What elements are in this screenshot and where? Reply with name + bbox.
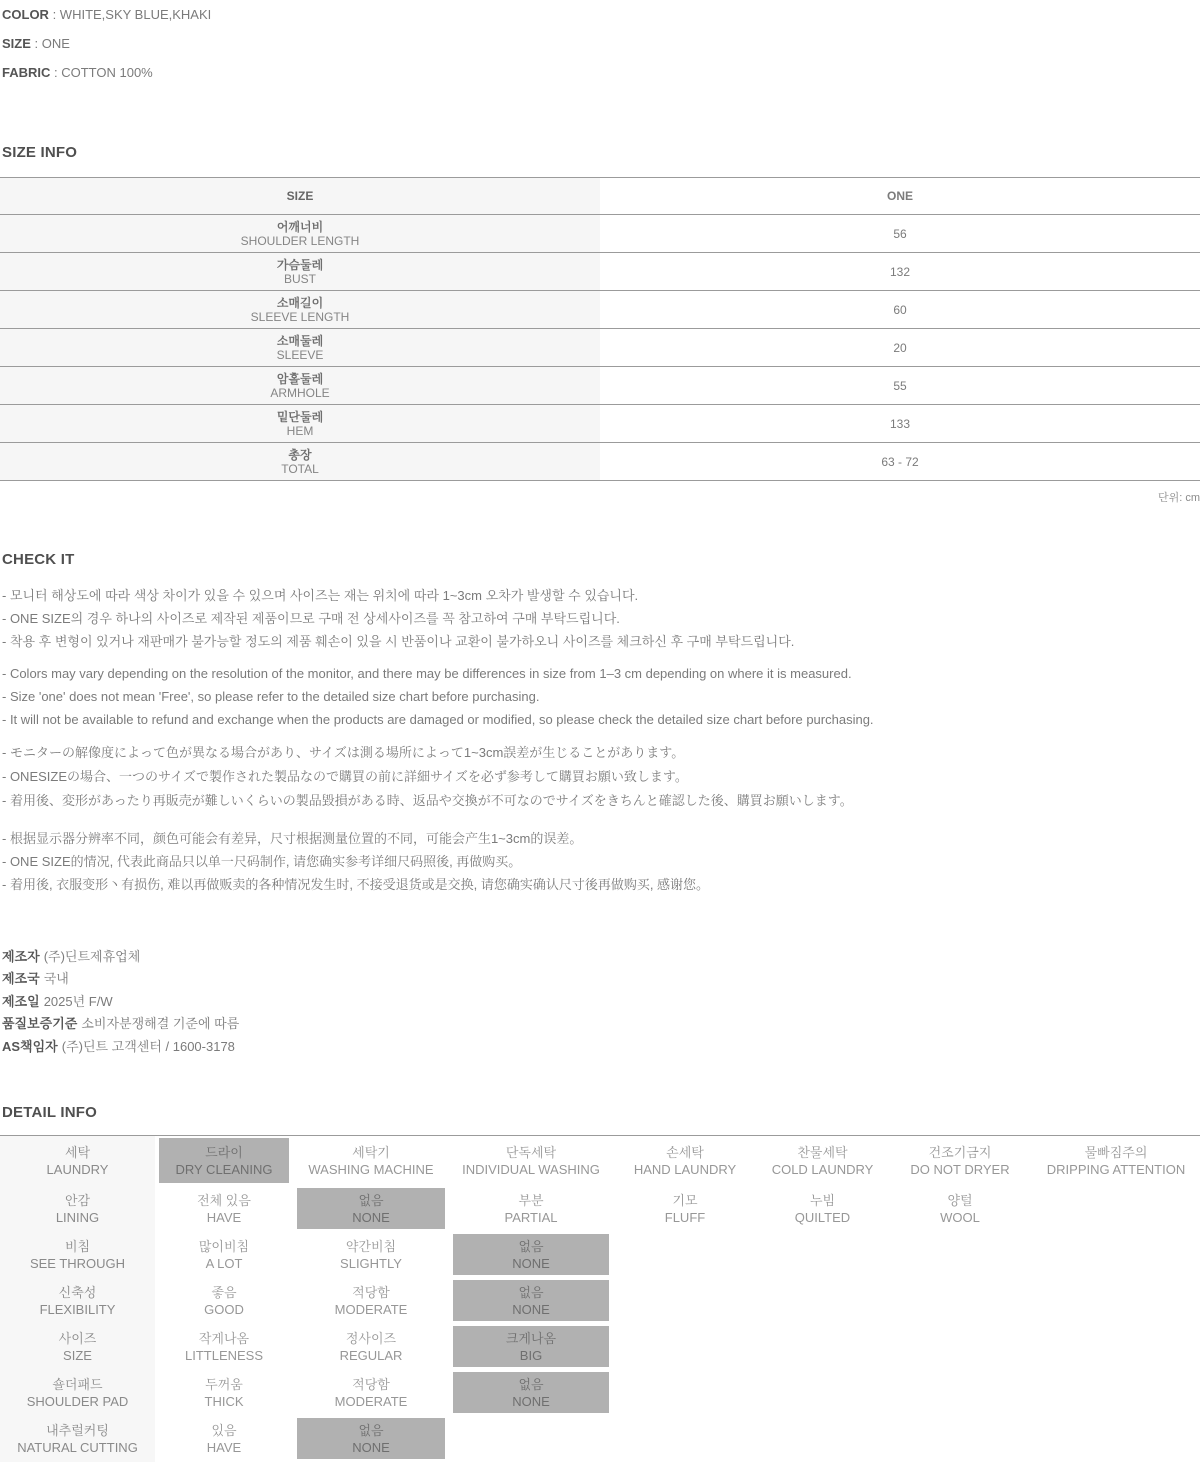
care-attribute-label-en: NATURAL CUTTING xyxy=(17,1440,138,1455)
care-option-cell xyxy=(293,1136,449,1186)
care-option-fill xyxy=(892,1138,1028,1183)
size-measure-name-en: SLEEVE xyxy=(276,347,324,362)
care-option-ko: 작게나옴 xyxy=(198,1330,250,1346)
care-option-cell xyxy=(293,1278,449,1324)
care-attribute-label-cell xyxy=(0,1370,155,1416)
size-measure-value: 20 xyxy=(600,329,1200,367)
check-it-line: - ONE SIZE의 경우 하나의 사이즈로 제작된 제품이므로 구매 전 상세사이즈를 꼭 참고하여 구매 부탁드립니다. xyxy=(2,611,620,626)
care-option-cell xyxy=(449,1324,613,1370)
care-option-ko: 적당함 xyxy=(352,1284,390,1300)
care-option-en: SLIGHTLY xyxy=(340,1255,402,1271)
care-option-cell-empty xyxy=(613,1416,757,1462)
care-option-fill xyxy=(297,1234,445,1275)
size-measure-value: 56 xyxy=(600,215,1200,253)
size-measure-name-ko: 밑단둘레 xyxy=(276,409,324,424)
care-option-cell xyxy=(155,1416,293,1462)
check-it-line: - 착용 후 변형이 있거나 재판매가 불가능할 정도의 제품 훼손이 있을 시 반품이나 교환이 불가하오니 사이즈를 체크하신 후 구매 부탁드립니다. xyxy=(2,634,795,649)
size-measure-name-ko: 소매길이 xyxy=(276,295,324,310)
care-attribute-label-ko: 내추럴커팅 xyxy=(46,1423,109,1438)
care-option-cell-empty xyxy=(757,1370,888,1416)
care-attribute-label-cell xyxy=(0,1278,155,1324)
product-attribute-row xyxy=(2,58,211,87)
check-it-block-chinese xyxy=(2,827,709,896)
care-option-cell-empty xyxy=(613,1370,757,1416)
care-attribute-label-ko: 안감 xyxy=(64,1193,91,1208)
care-option-cell-empty xyxy=(888,1416,1032,1462)
care-attribute-label-cell xyxy=(0,1136,155,1186)
care-option-en: A LOT xyxy=(205,1255,243,1271)
size-measure-name-ko: 암홀둘레 xyxy=(276,371,324,386)
care-option-cell-empty xyxy=(1032,1324,1200,1370)
size-table-header-value: ONE xyxy=(600,178,1200,215)
care-option-en: FLUFF xyxy=(664,1209,706,1225)
attribute-separator: : xyxy=(30,36,42,51)
size-measure-name-ko: 총장 xyxy=(288,447,312,462)
care-attribute-label-cell xyxy=(0,1416,155,1462)
attribute-separator: : xyxy=(48,7,60,22)
care-option-cell-empty xyxy=(757,1416,888,1462)
attribute-value: WHITE,SKY BLUE,KHAKI xyxy=(59,7,212,22)
detail-info-heading: DETAIL INFO xyxy=(2,1104,97,1121)
care-option-ko: 부분 xyxy=(518,1192,544,1208)
size-measure-name-ko: 어깨너비 xyxy=(276,219,324,234)
care-option-fill xyxy=(297,1326,445,1367)
care-option-fill xyxy=(297,1280,445,1321)
care-option-fill-selected xyxy=(297,1188,445,1229)
size-table-row xyxy=(0,405,1200,443)
manufacturer-row xyxy=(2,946,239,968)
manufacturer-row xyxy=(2,991,239,1013)
care-option-ko: 물빠짐주의 xyxy=(1084,1144,1148,1160)
care-option-en: THICK xyxy=(204,1393,244,1409)
care-option-fill xyxy=(159,1372,289,1413)
check-it-block-japanese xyxy=(2,741,853,813)
care-option-cell xyxy=(155,1186,293,1232)
care-option-en: NONE xyxy=(512,1393,550,1409)
care-attribute-label-ko: 비침 xyxy=(64,1239,91,1254)
size-table-row xyxy=(0,329,1200,367)
size-measure-name-en: HEM xyxy=(286,423,314,438)
attribute-separator: : xyxy=(50,65,62,80)
manufacturer-label: AS책임자 xyxy=(2,1038,58,1054)
size-measure-value: 55 xyxy=(600,367,1200,405)
manufacturer-value: (주)딘트 고객센터 / 1600-3178 xyxy=(61,1038,235,1054)
manufacturer-value: 소비자분쟁해결 기준에 따름 xyxy=(81,1016,240,1032)
size-measure-value: 133 xyxy=(600,405,1200,443)
manufacturer-label: 제조국 xyxy=(2,971,40,987)
care-option-cell xyxy=(155,1278,293,1324)
manufacturer-value: 국내 xyxy=(43,971,69,987)
care-attribute-label-en: LINING xyxy=(55,1210,100,1225)
care-option-en: PARTIAL xyxy=(504,1209,558,1225)
care-option-ko: 약간비침 xyxy=(345,1238,397,1254)
care-option-fill xyxy=(453,1138,609,1183)
care-option-cell xyxy=(613,1186,757,1232)
check-it-line: - 着用後, 衣服变形丶有损伤, 难以再做贩卖的各种情况发生时, 不接受退货或是交换, 请您确实确认尺寸後再做购买, 感谢您。 xyxy=(2,877,710,892)
care-option-en: HAVE xyxy=(206,1439,242,1455)
size-table-row xyxy=(0,443,1200,481)
care-option-cell-empty xyxy=(757,1232,888,1278)
care-option-cell xyxy=(293,1232,449,1278)
care-option-cell xyxy=(293,1186,449,1232)
care-option-fill-selected xyxy=(453,1372,609,1413)
care-option-fill xyxy=(159,1280,289,1321)
care-option-fill xyxy=(159,1188,289,1229)
care-attribute-label-ko: 세탁 xyxy=(64,1145,91,1160)
care-option-ko: 있음 xyxy=(211,1422,237,1438)
check-it-block-korean xyxy=(2,584,794,653)
care-attribute-row xyxy=(0,1278,1200,1324)
care-option-ko: 손세탁 xyxy=(666,1144,704,1160)
care-option-fill-selected xyxy=(453,1326,609,1367)
care-attribute-label-cell xyxy=(0,1186,155,1232)
care-option-ko: 없음 xyxy=(518,1284,544,1300)
care-option-en: QUILTED xyxy=(794,1209,851,1225)
unit-note: 단위: cm xyxy=(1157,492,1200,504)
care-option-cell xyxy=(613,1136,757,1186)
manufacturer-value: (주)딘트제휴업체 xyxy=(43,949,141,964)
care-option-fill xyxy=(297,1372,445,1413)
care-attribute-row xyxy=(0,1416,1200,1462)
care-option-en: INDIVIDUAL WASHING xyxy=(462,1161,600,1177)
care-option-en: REGULAR xyxy=(339,1347,403,1363)
care-option-fill-selected xyxy=(159,1138,289,1183)
care-attribute-row xyxy=(0,1324,1200,1370)
attribute-label: COLOR xyxy=(2,7,49,22)
care-option-cell-empty xyxy=(1032,1416,1200,1462)
care-attribute-row xyxy=(0,1186,1200,1232)
care-option-ko: 건조기금지 xyxy=(928,1144,992,1160)
product-attribute-row xyxy=(2,29,211,58)
check-it-line: - Size 'one' does not mean 'Free', so please refer to the detailed size chart before purchasing. xyxy=(2,689,540,704)
care-attribute-label-ko: 숄더패드 xyxy=(52,1377,103,1392)
care-option-en: WASHING MACHINE xyxy=(308,1161,434,1177)
size-measure-value: 60 xyxy=(600,291,1200,329)
care-option-cell xyxy=(155,1370,293,1416)
care-option-ko: 기모 xyxy=(672,1192,698,1208)
size-measure-name-ko: 가슴둘레 xyxy=(276,257,324,272)
care-option-ko: 없음 xyxy=(518,1376,544,1392)
care-option-cell-empty xyxy=(1032,1278,1200,1324)
care-option-ko: 세탁기 xyxy=(352,1144,390,1160)
care-option-en: LITTLENESS xyxy=(184,1347,264,1363)
care-option-cell-empty xyxy=(757,1278,888,1324)
detail-info-table xyxy=(0,1135,1200,1462)
care-option-cell-empty xyxy=(613,1278,757,1324)
product-summary xyxy=(2,0,211,87)
size-table xyxy=(0,177,1200,481)
care-option-cell-empty xyxy=(757,1324,888,1370)
size-measure-name-ko: 소매둘레 xyxy=(276,333,324,348)
care-option-cell-empty xyxy=(449,1416,613,1462)
care-option-ko: 전체 있음 xyxy=(197,1192,251,1208)
size-measure-cell xyxy=(0,443,600,481)
care-option-fill xyxy=(159,1326,289,1367)
care-option-cell xyxy=(155,1136,293,1186)
care-option-ko: 누빔 xyxy=(809,1192,836,1208)
size-measure-cell xyxy=(0,367,600,405)
care-option-cell xyxy=(293,1324,449,1370)
care-option-en: NONE xyxy=(512,1301,550,1317)
care-option-en: MODERATE xyxy=(334,1393,408,1409)
care-option-cell xyxy=(888,1136,1032,1186)
check-it-line: - It will not be available to refund and exchange when the products are damaged or modified, so please check the detailed size chart before purchasing. xyxy=(2,712,874,727)
care-option-ko: 없음 xyxy=(358,1192,384,1208)
care-option-en: NONE xyxy=(512,1255,550,1271)
size-table-row xyxy=(0,215,1200,253)
manufacturer-info xyxy=(2,946,239,1058)
care-option-cell-empty xyxy=(1032,1186,1200,1232)
care-option-ko: 많이비침 xyxy=(198,1238,250,1254)
care-option-cell-empty xyxy=(1032,1232,1200,1278)
care-attribute-label-en: LAUNDRY xyxy=(46,1162,109,1177)
care-option-ko: 없음 xyxy=(518,1238,544,1254)
care-option-en: COLD LAUNDRY xyxy=(771,1161,874,1177)
attribute-value: COTTON 100% xyxy=(61,65,153,80)
care-option-ko: 양털 xyxy=(947,1192,973,1208)
care-option-en: MODERATE xyxy=(334,1301,408,1317)
size-measure-cell xyxy=(0,253,600,291)
care-option-ko: 없음 xyxy=(358,1422,384,1438)
care-option-en: DO NOT DRYER xyxy=(910,1161,1010,1177)
size-table-row xyxy=(0,291,1200,329)
size-measure-cell xyxy=(0,215,600,253)
care-option-cell-empty xyxy=(1032,1370,1200,1416)
care-option-cell xyxy=(155,1324,293,1370)
care-option-fill xyxy=(453,1188,609,1229)
care-option-cell-empty xyxy=(613,1324,757,1370)
manufacturer-label: 품질보증기준 xyxy=(2,1016,78,1032)
care-option-cell-empty xyxy=(888,1278,1032,1324)
check-it-line: - 根据显示器分辨率不同，颜色可能会有差异，尺寸根据测量位置的不同，可能会产生1~3cm的误差。 xyxy=(2,831,583,846)
manufacturer-row xyxy=(2,968,239,990)
care-option-en: HAND LAUNDRY xyxy=(633,1161,737,1177)
care-option-en: HAVE xyxy=(206,1209,242,1225)
manufacturer-value: 2025년 F/W xyxy=(43,993,113,1009)
care-option-ko: 좋음 xyxy=(211,1284,237,1300)
care-option-cell xyxy=(1032,1136,1200,1186)
care-attribute-label-ko: 사이즈 xyxy=(58,1331,97,1346)
care-option-ko: 찬물세탁 xyxy=(797,1144,848,1160)
care-option-fill xyxy=(761,1138,884,1183)
care-option-ko: 단독세탁 xyxy=(505,1144,557,1160)
check-it-line: - Colors may vary depending on the resolution of the monitor, and there may be differences in size from 1–3 cm depending on where it is measured. xyxy=(2,666,852,681)
check-it-block-english xyxy=(2,662,874,731)
care-option-ko: 드라이 xyxy=(205,1144,243,1160)
size-measure-name-en: ARMHOLE xyxy=(270,385,330,400)
care-option-cell xyxy=(449,1232,613,1278)
care-option-fill-selected xyxy=(297,1418,445,1459)
care-option-fill xyxy=(159,1234,289,1275)
care-option-fill-selected xyxy=(453,1280,609,1321)
size-measure-value: 63 - 72 xyxy=(600,443,1200,481)
attribute-value: ONE xyxy=(41,36,70,51)
care-attribute-label-en: SIZE xyxy=(63,1348,92,1363)
care-option-cell xyxy=(757,1186,888,1232)
care-option-en: DRIPPING ATTENTION xyxy=(1046,1161,1186,1177)
size-measure-cell xyxy=(0,405,600,443)
care-option-cell-empty xyxy=(888,1232,1032,1278)
size-measure-cell xyxy=(0,329,600,367)
care-option-fill xyxy=(159,1418,289,1459)
check-it-line: - 着用後、変形があったり再販売が難しいくらいの製品毀損がある時、返品や交換が不可なのでサイズをきちんと確認した後、購買お願いします。 xyxy=(2,793,853,808)
size-table-header-row xyxy=(0,178,1200,215)
care-option-en: WOOL xyxy=(940,1209,980,1225)
care-option-ko: 크게나옴 xyxy=(505,1330,557,1346)
care-option-en: NONE xyxy=(352,1209,390,1225)
care-option-cell xyxy=(449,1186,613,1232)
attribute-label: SIZE xyxy=(2,36,31,51)
size-table-header-label: SIZE xyxy=(0,178,600,215)
care-attribute-label-ko: 신축성 xyxy=(58,1285,97,1300)
care-option-fill-selected xyxy=(453,1234,609,1275)
size-measure-name-en: SLEEVE LENGTH xyxy=(250,309,350,324)
check-it-line: - 모니터 해상도에 따라 색상 차이가 있을 수 있으며 사이즈는 재는 위치에 따라 1~3cm 오차가 발생할 수 있습니다. xyxy=(2,588,639,603)
care-attribute-label-en: SEE THROUGH xyxy=(29,1256,126,1271)
care-option-ko: 정사이즈 xyxy=(345,1330,397,1346)
care-attribute-row xyxy=(0,1370,1200,1416)
care-attribute-label-en: SHOULDER PAD xyxy=(26,1394,129,1409)
size-measure-name-en: BUST xyxy=(283,271,316,286)
care-option-cell xyxy=(757,1136,888,1186)
care-option-cell xyxy=(449,1278,613,1324)
care-option-fill xyxy=(297,1138,445,1183)
care-option-cell xyxy=(449,1136,613,1186)
size-info-heading: SIZE INFO xyxy=(2,144,78,161)
check-it-line: - ONESIZEの場合、一つのサイズで製作された製品なので購買の前に詳細サイズを必ず参考して購買お願い致します。 xyxy=(2,769,688,784)
care-option-cell xyxy=(888,1186,1032,1232)
size-measure-name-en: SHOULDER LENGTH xyxy=(240,233,360,248)
care-option-cell-empty xyxy=(888,1370,1032,1416)
care-option-en: NONE xyxy=(352,1439,390,1455)
care-option-cell xyxy=(155,1232,293,1278)
care-option-cell xyxy=(449,1370,613,1416)
care-option-cell xyxy=(293,1370,449,1416)
care-option-fill xyxy=(892,1188,1028,1229)
attribute-label: FABRIC xyxy=(2,65,51,80)
check-it-line: - ONE SIZE的情况, 代表此商品只以单一尺码制作, 请您确实参考详细尺码照後, 再做购买。 xyxy=(2,854,522,869)
check-it-heading: CHECK IT xyxy=(2,551,75,568)
care-option-en: BIG xyxy=(519,1347,543,1363)
care-option-ko: 두꺼움 xyxy=(205,1376,243,1392)
care-attribute-label-cell xyxy=(0,1232,155,1278)
size-measure-name-en: TOTAL xyxy=(281,461,319,476)
care-option-ko: 적당함 xyxy=(352,1376,390,1392)
care-attribute-label-cell xyxy=(0,1324,155,1370)
manufacturer-row xyxy=(2,1013,239,1035)
care-option-cell-empty xyxy=(613,1232,757,1278)
size-table-row xyxy=(0,253,1200,291)
care-option-fill xyxy=(761,1188,884,1229)
manufacturer-label: 제조자 xyxy=(2,949,40,964)
manufacturer-label: 제조일 xyxy=(2,993,40,1009)
care-option-en: GOOD xyxy=(204,1301,244,1317)
care-option-fill xyxy=(617,1188,753,1229)
size-table-row xyxy=(0,367,1200,405)
care-option-fill xyxy=(1036,1138,1196,1183)
care-option-cell-empty xyxy=(888,1324,1032,1370)
care-option-en: DRY CLEANING xyxy=(175,1161,273,1177)
manufacturer-row xyxy=(2,1036,239,1058)
product-attribute-row xyxy=(2,0,211,29)
care-attribute-label-en: FLEXIBILITY xyxy=(39,1302,116,1317)
size-measure-value: 132 xyxy=(600,253,1200,291)
care-attribute-row xyxy=(0,1232,1200,1278)
check-it-line: - モニターの解像度によって色が異なる場合があり、サイズは測る場所によって1~3cm誤差が生じることがあります。 xyxy=(2,745,685,760)
care-option-fill xyxy=(617,1138,753,1183)
size-measure-cell xyxy=(0,291,600,329)
care-option-cell xyxy=(293,1416,449,1462)
care-attribute-row xyxy=(0,1136,1200,1186)
